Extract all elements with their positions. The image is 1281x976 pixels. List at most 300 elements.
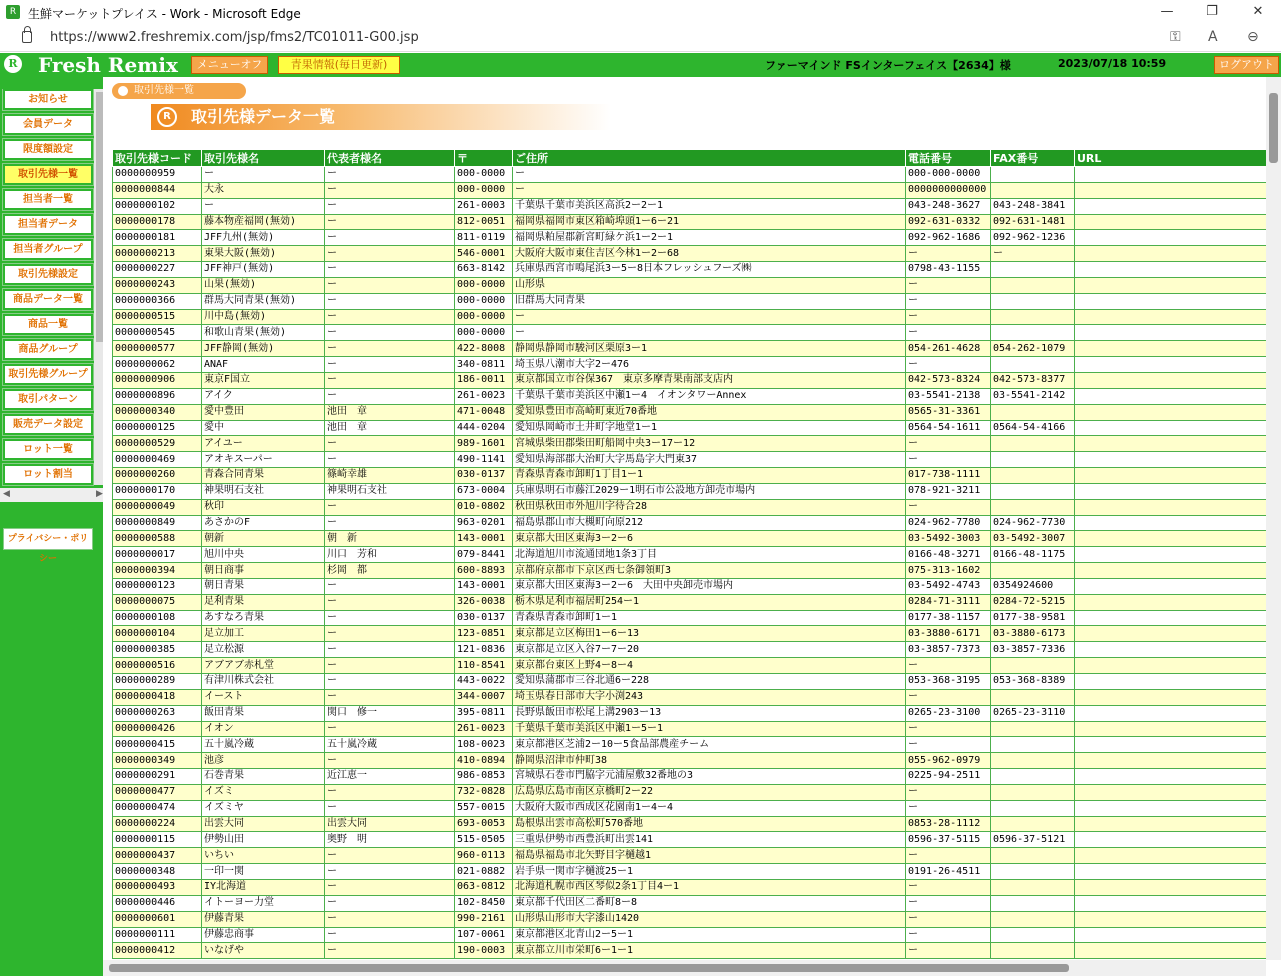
logo: R Fresh Remix bbox=[4, 55, 178, 75]
cell-url bbox=[1075, 372, 1267, 388]
cell-code: 0000000291 bbox=[113, 769, 202, 785]
table-row[interactable] bbox=[113, 674, 1267, 690]
cell-url bbox=[1075, 753, 1267, 769]
cell-code: 0000000227 bbox=[113, 262, 202, 278]
cell-representative: ー bbox=[325, 578, 455, 594]
cell-code: 0000000062 bbox=[113, 357, 202, 373]
cell-url bbox=[1075, 452, 1267, 468]
cell-phone: 0225-94-2511 bbox=[906, 769, 991, 785]
table-row[interactable] bbox=[113, 879, 1267, 895]
cell-url bbox=[1075, 626, 1267, 642]
table-row[interactable] bbox=[113, 800, 1267, 816]
cell-name[interactable]: JFF神戸(無効) bbox=[202, 262, 325, 278]
table-row[interactable] bbox=[113, 943, 1267, 959]
table-row[interactable] bbox=[113, 563, 1267, 579]
cell-phone: ー bbox=[906, 357, 991, 373]
cell-fax bbox=[991, 483, 1075, 499]
cell-address: 埼玉県八潮市大字2ー476 bbox=[513, 357, 906, 373]
cell-address: 大阪府大阪市東住吉区今林1ー2ー68 bbox=[513, 246, 906, 262]
cell-representative: ー bbox=[325, 848, 455, 864]
table-row[interactable] bbox=[113, 895, 1267, 911]
cell-fax bbox=[991, 689, 1075, 705]
cell-code: 0000000844 bbox=[113, 182, 202, 198]
cell-postal: 557-0015 bbox=[455, 800, 513, 816]
cell-code: 0000000529 bbox=[113, 436, 202, 452]
scroll-right-icon[interactable]: ▶ bbox=[96, 489, 103, 499]
cell-phone: ー bbox=[906, 689, 991, 705]
page-hscroll-thumb[interactable] bbox=[109, 964, 1069, 972]
cell-code: 0000000515 bbox=[113, 309, 202, 325]
cell-representative: ー bbox=[325, 214, 455, 230]
cell-name[interactable]: アイク bbox=[202, 388, 325, 404]
cell-phone: 055-962-0979 bbox=[906, 753, 991, 769]
cell-phone: 0265-23-3100 bbox=[906, 705, 991, 721]
table-row[interactable] bbox=[113, 404, 1267, 420]
cell-code: 0000000108 bbox=[113, 610, 202, 626]
cell-name[interactable]: イースト bbox=[202, 689, 325, 705]
table-row[interactable] bbox=[113, 262, 1267, 278]
cell-url bbox=[1075, 499, 1267, 515]
table-row[interactable] bbox=[113, 436, 1267, 452]
cell-address: 福島県郡山市大槻町向原212 bbox=[513, 515, 906, 531]
cell-phone: 0284-71-3111 bbox=[906, 594, 991, 610]
cell-phone: ー bbox=[906, 436, 991, 452]
cell-name[interactable]: 藤本物産福岡(無効) bbox=[202, 214, 325, 230]
cell-url bbox=[1075, 864, 1267, 880]
cell-postal: 490-1141 bbox=[455, 452, 513, 468]
table-row[interactable] bbox=[113, 547, 1267, 563]
table-row[interactable] bbox=[113, 721, 1267, 737]
cell-fax bbox=[991, 769, 1075, 785]
cell-url bbox=[1075, 578, 1267, 594]
table-row[interactable] bbox=[113, 182, 1267, 198]
app-header bbox=[0, 53, 1281, 77]
cell-code: 0000000111 bbox=[113, 927, 202, 943]
sidebar-item[interactable]: 担当者一覧 bbox=[3, 189, 93, 210]
table-row[interactable] bbox=[113, 784, 1267, 800]
cell-name[interactable]: 愛中 bbox=[202, 420, 325, 436]
cell-code: 0000000102 bbox=[113, 198, 202, 214]
table-row[interactable] bbox=[113, 483, 1267, 499]
cell-representative: ー bbox=[325, 230, 455, 246]
cell-postal: 546-0001 bbox=[455, 246, 513, 262]
cell-name[interactable]: 愛中豊田 bbox=[202, 404, 325, 420]
sidebar-item[interactable]: 販売データ設定 bbox=[3, 414, 93, 435]
cell-code: 0000000213 bbox=[113, 246, 202, 262]
cell-postal: 340-0811 bbox=[455, 357, 513, 373]
cell-address: 福岡県福岡市東区箱崎埠頭1ー6ー21 bbox=[513, 214, 906, 230]
cell-name[interactable]: 神果明石支社 bbox=[202, 483, 325, 499]
table-row[interactable] bbox=[113, 246, 1267, 262]
table-row[interactable] bbox=[113, 737, 1267, 753]
cell-name[interactable]: ー bbox=[202, 198, 325, 214]
lock-icon[interactable] bbox=[22, 31, 32, 43]
page-scrollbar[interactable] bbox=[1266, 77, 1281, 960]
cell-phone: 075-313-1602 bbox=[906, 563, 991, 579]
cell-fax bbox=[991, 895, 1075, 911]
cell-postal: 963-0201 bbox=[455, 515, 513, 531]
cell-fax bbox=[991, 182, 1075, 198]
cell-address: 東京都港区芝浦2ー10ー5食品部農産チーム bbox=[513, 737, 906, 753]
table-row[interactable] bbox=[113, 816, 1267, 832]
cell-name[interactable]: あさかのF bbox=[202, 515, 325, 531]
cell-name[interactable]: 東京F国立 bbox=[202, 372, 325, 388]
cell-postal: 732-0828 bbox=[455, 784, 513, 800]
table-row[interactable] bbox=[113, 357, 1267, 373]
cell-name[interactable]: イトーヨー力堂 bbox=[202, 895, 325, 911]
cell-code: 0000000125 bbox=[113, 420, 202, 436]
cell-name[interactable]: 伊藤青果 bbox=[202, 911, 325, 927]
cell-code: 0000000348 bbox=[113, 864, 202, 880]
table-row[interactable] bbox=[113, 277, 1267, 293]
table-row[interactable] bbox=[113, 689, 1267, 705]
sidebar-item[interactable]: 限度額設定 bbox=[3, 139, 93, 160]
key-icon[interactable]: ⚿ bbox=[1170, 29, 1181, 45]
cell-name[interactable]: 出雲大同 bbox=[202, 816, 325, 832]
cell-postal: 811-0119 bbox=[455, 230, 513, 246]
cell-address: 北海道旭川市流通団地1条3丁目 bbox=[513, 547, 906, 563]
table-row[interactable] bbox=[113, 515, 1267, 531]
cell-phone: ー bbox=[906, 499, 991, 515]
cell-code: 0000000545 bbox=[113, 325, 202, 341]
cell-url bbox=[1075, 167, 1267, 183]
cell-phone: 0177-38-1157 bbox=[906, 610, 991, 626]
cell-fax bbox=[991, 911, 1075, 927]
cell-fax bbox=[991, 800, 1075, 816]
cell-name[interactable]: 山果(無効) bbox=[202, 277, 325, 293]
cell-representative: ー bbox=[325, 753, 455, 769]
cell-name[interactable]: 飯田青果 bbox=[202, 705, 325, 721]
cell-fax bbox=[991, 721, 1075, 737]
sidebar-menu bbox=[0, 89, 94, 486]
cell-postal: 121-0836 bbox=[455, 642, 513, 658]
cell-url bbox=[1075, 721, 1267, 737]
cell-name[interactable]: ANAF bbox=[202, 357, 325, 373]
table-row[interactable] bbox=[113, 198, 1267, 214]
cell-name[interactable]: 石巻青果 bbox=[202, 769, 325, 785]
cell-name[interactable]: いちい bbox=[202, 848, 325, 864]
sidebar-item[interactable]: 商品データ一覧 bbox=[3, 289, 93, 310]
menu-off-button[interactable]: メニューオフ bbox=[191, 56, 268, 74]
page-scroll-thumb[interactable] bbox=[1269, 93, 1278, 163]
breadcrumb[interactable]: 取引先様一覧 bbox=[112, 83, 246, 99]
cell-postal: 990-2161 bbox=[455, 911, 513, 927]
cell-name[interactable]: 池彦 bbox=[202, 753, 325, 769]
cell-name[interactable]: 足立松源 bbox=[202, 642, 325, 658]
cell-representative: ー bbox=[325, 293, 455, 309]
cell-name[interactable]: 足利青果 bbox=[202, 594, 325, 610]
sidebar-item[interactable]: 商品一覧 bbox=[3, 314, 93, 335]
table-row[interactable] bbox=[113, 167, 1267, 183]
cell-postal: 000-0000 bbox=[455, 277, 513, 293]
cell-fax bbox=[991, 309, 1075, 325]
cell-name[interactable]: 伊勢山田 bbox=[202, 832, 325, 848]
cell-name[interactable]: 朝新 bbox=[202, 531, 325, 547]
table-row[interactable] bbox=[113, 293, 1267, 309]
cell-name[interactable]: あすなろ青果 bbox=[202, 610, 325, 626]
table-row[interactable] bbox=[113, 610, 1267, 626]
cell-representative: 杉岡 都 bbox=[325, 563, 455, 579]
cell-phone: 0564-54-1611 bbox=[906, 420, 991, 436]
cell-postal: 673-0004 bbox=[455, 483, 513, 499]
cell-fax: 042-573-8377 bbox=[991, 372, 1075, 388]
cell-fax: 043-248-3841 bbox=[991, 198, 1075, 214]
cell-url bbox=[1075, 674, 1267, 690]
header-address: ご住所 bbox=[513, 150, 906, 167]
cell-address: 三重県伊勢市西豊浜町出雲141 bbox=[513, 832, 906, 848]
cell-fax bbox=[991, 404, 1075, 420]
cell-code: 0000000243 bbox=[113, 277, 202, 293]
cell-phone: ー bbox=[906, 911, 991, 927]
cell-phone: 000-000-0000 bbox=[906, 167, 991, 183]
cell-code: 0000000260 bbox=[113, 468, 202, 484]
zoom-icon[interactable]: ⊖ bbox=[1247, 29, 1259, 45]
table-row[interactable] bbox=[113, 388, 1267, 404]
cell-name[interactable]: 東果大阪(無効) bbox=[202, 246, 325, 262]
cell-address: 岩手県一関市字樋渡25ー1 bbox=[513, 864, 906, 880]
table-row[interactable] bbox=[113, 911, 1267, 927]
table-row[interactable] bbox=[113, 848, 1267, 864]
cell-address: 青森県青森市卸町1ー1 bbox=[513, 610, 906, 626]
cell-address: 愛知県岡崎市土井町字地堂1ー1 bbox=[513, 420, 906, 436]
cell-name[interactable]: 大永 bbox=[202, 182, 325, 198]
cell-name[interactable]: 一印一関 bbox=[202, 864, 325, 880]
cell-url bbox=[1075, 309, 1267, 325]
sidebar-item[interactable]: ロット割当 bbox=[3, 464, 93, 485]
sidebar-item[interactable]: 取引パターン bbox=[3, 389, 93, 410]
table-row[interactable] bbox=[113, 642, 1267, 658]
cell-name[interactable]: 朝日青果 bbox=[202, 578, 325, 594]
cell-name[interactable]: 旭川中央 bbox=[202, 547, 325, 563]
table-row[interactable] bbox=[113, 769, 1267, 785]
cell-name[interactable]: JFF静岡(無効) bbox=[202, 341, 325, 357]
cell-postal: 960-0113 bbox=[455, 848, 513, 864]
cell-url bbox=[1075, 911, 1267, 927]
table-row[interactable] bbox=[113, 578, 1267, 594]
cell-address: 東京都立川市栄町6ー1ー1 bbox=[513, 943, 906, 959]
page-title: R 取引先様データ一覧 bbox=[151, 104, 611, 130]
cell-name[interactable]: 青森合同青果 bbox=[202, 468, 325, 484]
table-row[interactable] bbox=[113, 452, 1267, 468]
cell-code: 0000000849 bbox=[113, 515, 202, 531]
cell-code: 0000000178 bbox=[113, 214, 202, 230]
cell-code: 0000000017 bbox=[113, 547, 202, 563]
cell-representative: ー bbox=[325, 784, 455, 800]
cell-postal: 600-8893 bbox=[455, 563, 513, 579]
cell-name[interactable]: 和歌山青果(無効) bbox=[202, 325, 325, 341]
cell-code: 0000000115 bbox=[113, 832, 202, 848]
cell-name[interactable]: 伊藤忠商事 bbox=[202, 927, 325, 943]
cell-url bbox=[1075, 737, 1267, 753]
cell-representative: ー bbox=[325, 357, 455, 373]
table-row[interactable] bbox=[113, 531, 1267, 547]
cell-postal: 000-0000 bbox=[455, 309, 513, 325]
cell-postal: 000-0000 bbox=[455, 325, 513, 341]
cell-address: 埼玉県春日部市大字小渕243 bbox=[513, 689, 906, 705]
cell-representative: ー bbox=[325, 182, 455, 198]
sidebar-hscrollbar[interactable] bbox=[0, 488, 106, 502]
cell-phone: 078-921-3211 bbox=[906, 483, 991, 499]
app-icon: R bbox=[6, 5, 20, 19]
cell-representative: ー bbox=[325, 436, 455, 452]
cell-name[interactable]: アイユー bbox=[202, 436, 325, 452]
cell-phone: 03-3880-6171 bbox=[906, 626, 991, 642]
cell-name[interactable]: 朝日商事 bbox=[202, 563, 325, 579]
table-row[interactable] bbox=[113, 499, 1267, 515]
cell-url bbox=[1075, 816, 1267, 832]
cell-postal: 102-8450 bbox=[455, 895, 513, 911]
read-aloud-icon[interactable]: A bbox=[1208, 29, 1218, 45]
cell-address: 大阪府大阪市西成区花園南1ー4ー4 bbox=[513, 800, 906, 816]
cell-phone: 0000000000000 bbox=[906, 182, 991, 198]
cell-code: 0000000104 bbox=[113, 626, 202, 642]
cell-representative: 川口 芳和 bbox=[325, 547, 455, 563]
cell-representative: 関口 修一 bbox=[325, 705, 455, 721]
cell-code: 0000000469 bbox=[113, 452, 202, 468]
sidebar-item[interactable]: 商品グループ bbox=[3, 339, 93, 360]
cell-phone: 03-5541-2138 bbox=[906, 388, 991, 404]
cell-representative: 近江恵一 bbox=[325, 769, 455, 785]
sidebar-item[interactable]: 担当者データ bbox=[3, 214, 93, 235]
cell-phone: ー bbox=[906, 277, 991, 293]
cell-address: 千葉県千葉市美浜区中瀬1ー4 イオンタワーAnnex bbox=[513, 388, 906, 404]
cell-phone: 053-368-3195 bbox=[906, 674, 991, 690]
table-row[interactable] bbox=[113, 864, 1267, 880]
cell-postal: 515-0505 bbox=[455, 832, 513, 848]
cell-code: 0000000224 bbox=[113, 816, 202, 832]
sidebar-item[interactable]: 取引先様グループ bbox=[3, 364, 93, 385]
table-row[interactable] bbox=[113, 420, 1267, 436]
cell-phone: 0853-28-1112 bbox=[906, 816, 991, 832]
cell-fax bbox=[991, 277, 1075, 293]
cell-url bbox=[1075, 436, 1267, 452]
cell-name[interactable]: アブアブ赤札堂 bbox=[202, 658, 325, 674]
cell-name[interactable]: JFF九州(無効) bbox=[202, 230, 325, 246]
cell-url bbox=[1075, 293, 1267, 309]
cell-name[interactable]: アオキスーパー bbox=[202, 452, 325, 468]
cell-representative: ー bbox=[325, 674, 455, 690]
sidebar-item[interactable]: ロット一覧 bbox=[3, 439, 93, 460]
cell-name[interactable]: 五十嵐冷蔵 bbox=[202, 737, 325, 753]
cell-name[interactable]: イズミ bbox=[202, 784, 325, 800]
cell-code: 0000000906 bbox=[113, 372, 202, 388]
table-row[interactable] bbox=[113, 372, 1267, 388]
cell-postal: 812-0051 bbox=[455, 214, 513, 230]
sidebar-item[interactable]: お知らせ bbox=[3, 89, 93, 110]
news-button[interactable]: 青果情報(毎日更新) bbox=[278, 56, 400, 74]
cell-address: 京都府京都市下京区西七条御領町3 bbox=[513, 563, 906, 579]
cell-name[interactable]: 秋印 bbox=[202, 499, 325, 515]
cell-name[interactable]: ー bbox=[202, 167, 325, 183]
cell-address: ー bbox=[513, 182, 906, 198]
cell-code: 0000000289 bbox=[113, 674, 202, 690]
cell-address: 千葉県千葉市美浜区高浜2ー2ー1 bbox=[513, 198, 906, 214]
url-field[interactable]: https://www2.freshremix.com/jsp/fms2/TC01011-G00.jsp bbox=[50, 30, 419, 45]
minimize-button[interactable]: — bbox=[1160, 4, 1174, 19]
restore-button[interactable]: ❐ bbox=[1206, 4, 1218, 19]
cell-name[interactable]: イオン bbox=[202, 721, 325, 737]
cell-postal: 079-8441 bbox=[455, 547, 513, 563]
table-row[interactable] bbox=[113, 325, 1267, 341]
cell-fax: 092-631-1481 bbox=[991, 214, 1075, 230]
cell-name[interactable]: 有津川株式会社 bbox=[202, 674, 325, 690]
cell-postal: 344-0007 bbox=[455, 689, 513, 705]
table-row[interactable] bbox=[113, 230, 1267, 246]
cell-url bbox=[1075, 642, 1267, 658]
customer-table bbox=[112, 149, 1266, 959]
cell-address: 東京都大田区東海3ー2ー6 大田中央卸売市場内 bbox=[513, 578, 906, 594]
sidebar-item[interactable]: 取引先様設定 bbox=[3, 264, 93, 285]
cell-fax bbox=[991, 499, 1075, 515]
title-logo-icon: R bbox=[157, 107, 177, 127]
table-row[interactable] bbox=[113, 341, 1267, 357]
window-title: 生鮮マーケットプレイス - Work - Microsoft Edge bbox=[28, 7, 301, 21]
cell-representative: 池田 章 bbox=[325, 420, 455, 436]
cell-representative: ー bbox=[325, 911, 455, 927]
header-name: 取引先様名 bbox=[202, 150, 325, 167]
cell-code: 0000000394 bbox=[113, 563, 202, 579]
close-button[interactable]: ✕ bbox=[1252, 4, 1264, 19]
table-row[interactable] bbox=[113, 309, 1267, 325]
table-row[interactable] bbox=[113, 705, 1267, 721]
cell-representative: ー bbox=[325, 800, 455, 816]
cell-phone: ー bbox=[906, 721, 991, 737]
scroll-left-icon[interactable]: ◀ bbox=[3, 489, 10, 499]
cell-fax bbox=[991, 167, 1075, 183]
cell-address: 島根県出雲市高松町570番地 bbox=[513, 816, 906, 832]
cell-representative: 奥野 明 bbox=[325, 832, 455, 848]
privacy-policy-link[interactable]: プライバシー・ポリシー bbox=[3, 528, 93, 550]
sidebar-item[interactable]: 会員データ bbox=[3, 114, 93, 135]
cell-url bbox=[1075, 563, 1267, 579]
cell-address: 兵庫県明石市藤江2029ー1明石市公設地方卸売市場内 bbox=[513, 483, 906, 499]
cell-phone: ー bbox=[906, 784, 991, 800]
page-hscrollbar[interactable] bbox=[103, 960, 1266, 976]
table-row[interactable] bbox=[113, 658, 1267, 674]
cell-address: 静岡県沼津市仲町38 bbox=[513, 753, 906, 769]
cell-phone: 017-738-1111 bbox=[906, 468, 991, 484]
table-row[interactable] bbox=[113, 832, 1267, 848]
cell-name[interactable]: IY北海道 bbox=[202, 879, 325, 895]
sidebar-item[interactable]: 担当者グループ bbox=[3, 239, 93, 260]
logout-button[interactable]: ログアウト bbox=[1214, 56, 1279, 74]
cell-address: 東京都足立区入谷7ー7ー20 bbox=[513, 642, 906, 658]
cell-name[interactable]: 川中島(無効) bbox=[202, 309, 325, 325]
cell-name[interactable]: イズミヤ bbox=[202, 800, 325, 816]
table-row[interactable] bbox=[113, 594, 1267, 610]
cell-address: 静岡県静岡市駿河区栗原3ー1 bbox=[513, 341, 906, 357]
cell-name[interactable]: いなげや bbox=[202, 943, 325, 959]
cell-fax: 03-5492-3007 bbox=[991, 531, 1075, 547]
sidebar-item[interactable]: 取引先様一覧 bbox=[3, 164, 93, 185]
table-row[interactable] bbox=[113, 214, 1267, 230]
cell-representative: 池田 章 bbox=[325, 404, 455, 420]
cell-address: ー bbox=[513, 309, 906, 325]
cell-name[interactable]: 足立加工 bbox=[202, 626, 325, 642]
table-row[interactable] bbox=[113, 468, 1267, 484]
cell-url bbox=[1075, 515, 1267, 531]
table-row[interactable] bbox=[113, 626, 1267, 642]
table-row[interactable] bbox=[113, 927, 1267, 943]
table-row[interactable] bbox=[113, 753, 1267, 769]
cell-code: 0000000516 bbox=[113, 658, 202, 674]
cell-postal: 010-0802 bbox=[455, 499, 513, 515]
cell-url bbox=[1075, 483, 1267, 499]
cell-name[interactable]: 群馬大同青果(無効) bbox=[202, 293, 325, 309]
cell-phone: ー bbox=[906, 658, 991, 674]
cell-url bbox=[1075, 357, 1267, 373]
cell-code: 0000000181 bbox=[113, 230, 202, 246]
